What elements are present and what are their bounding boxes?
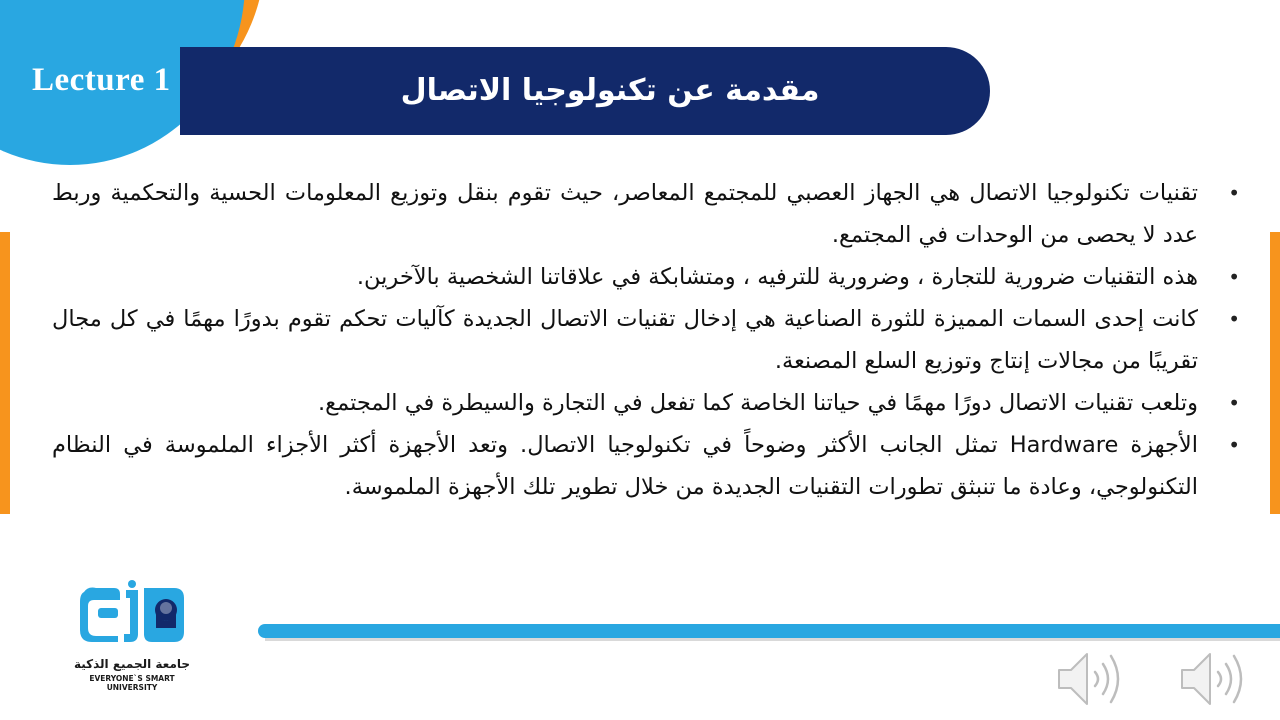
speaker-icon[interactable] xyxy=(1178,646,1258,712)
footer-divider xyxy=(258,624,1280,638)
bullet-text: كانت إحدى السمات المميزة للثورة الصناعية هي إدخال تقنيات الاتصال الجديدة كآليات تحكم تقوم بدورًا مهمًا في كل مجال تقريبًا من مجالات إنتاج وتوزيع السلع المصنعة. xyxy=(52,306,1198,374)
lecture-label: Lecture 1 xyxy=(32,62,171,98)
bullet-dot: • xyxy=(1228,265,1240,289)
logo-arabic-name: جامعة الجميع الذكية xyxy=(73,657,191,671)
logo-english-name: EVERYONE`S SMART UNIVERSITY xyxy=(89,674,175,692)
speaker-icon[interactable] xyxy=(1055,646,1135,712)
slide-title: مقدمة عن تكنولوجيا الاتصال xyxy=(400,73,820,108)
bullet-dot: • xyxy=(1228,391,1240,415)
bullet-item xyxy=(52,172,1240,256)
bullet-item xyxy=(52,256,1240,298)
bullet-text: وتلعب تقنيات الاتصال دورًا مهمًا في حياتنا الخاصة كما تفعل في التجارة والسيطرة في المجتمع. xyxy=(317,390,1198,416)
bullet-dot: • xyxy=(1228,433,1240,457)
bullet-item xyxy=(52,382,1240,424)
right-accent-bar xyxy=(1270,232,1280,514)
bullet-dot: • xyxy=(1228,181,1240,205)
bullet-item xyxy=(52,298,1240,382)
bullet-list xyxy=(52,172,1240,508)
bullet-dot: • xyxy=(1228,307,1240,331)
bullet-text: هذه التقنيات ضرورية للتجارة ، وضرورية للترفيه ، ومتشابكة في علاقاتنا الشخصية بالآخرين. xyxy=(356,264,1198,290)
bullet-text: تقنيات تكنولوجيا الاتصال هي الجهاز العصبي للمجتمع المعاصر، حيث تقوم بنقل وتوزيع المعلومات الحسية والتحكمية وربط عدد لا يحصى من الوحدات في المجتمع. xyxy=(52,180,1198,248)
left-accent-bar xyxy=(0,232,10,514)
bullet-text: الأجهزة Hardware تمثل الجانب الأكثر وضوحاً في تكنولوجيا الاتصال. وتعد الأجهزة أكثر الأجزاء الملموسة في النظام التكنولوجي، وعادة ما تنبثق تطورات التقنيات الجديدة من خلال تطوير تلك الأجهزة الملموسة. xyxy=(52,432,1198,500)
bullet-item xyxy=(52,424,1240,508)
